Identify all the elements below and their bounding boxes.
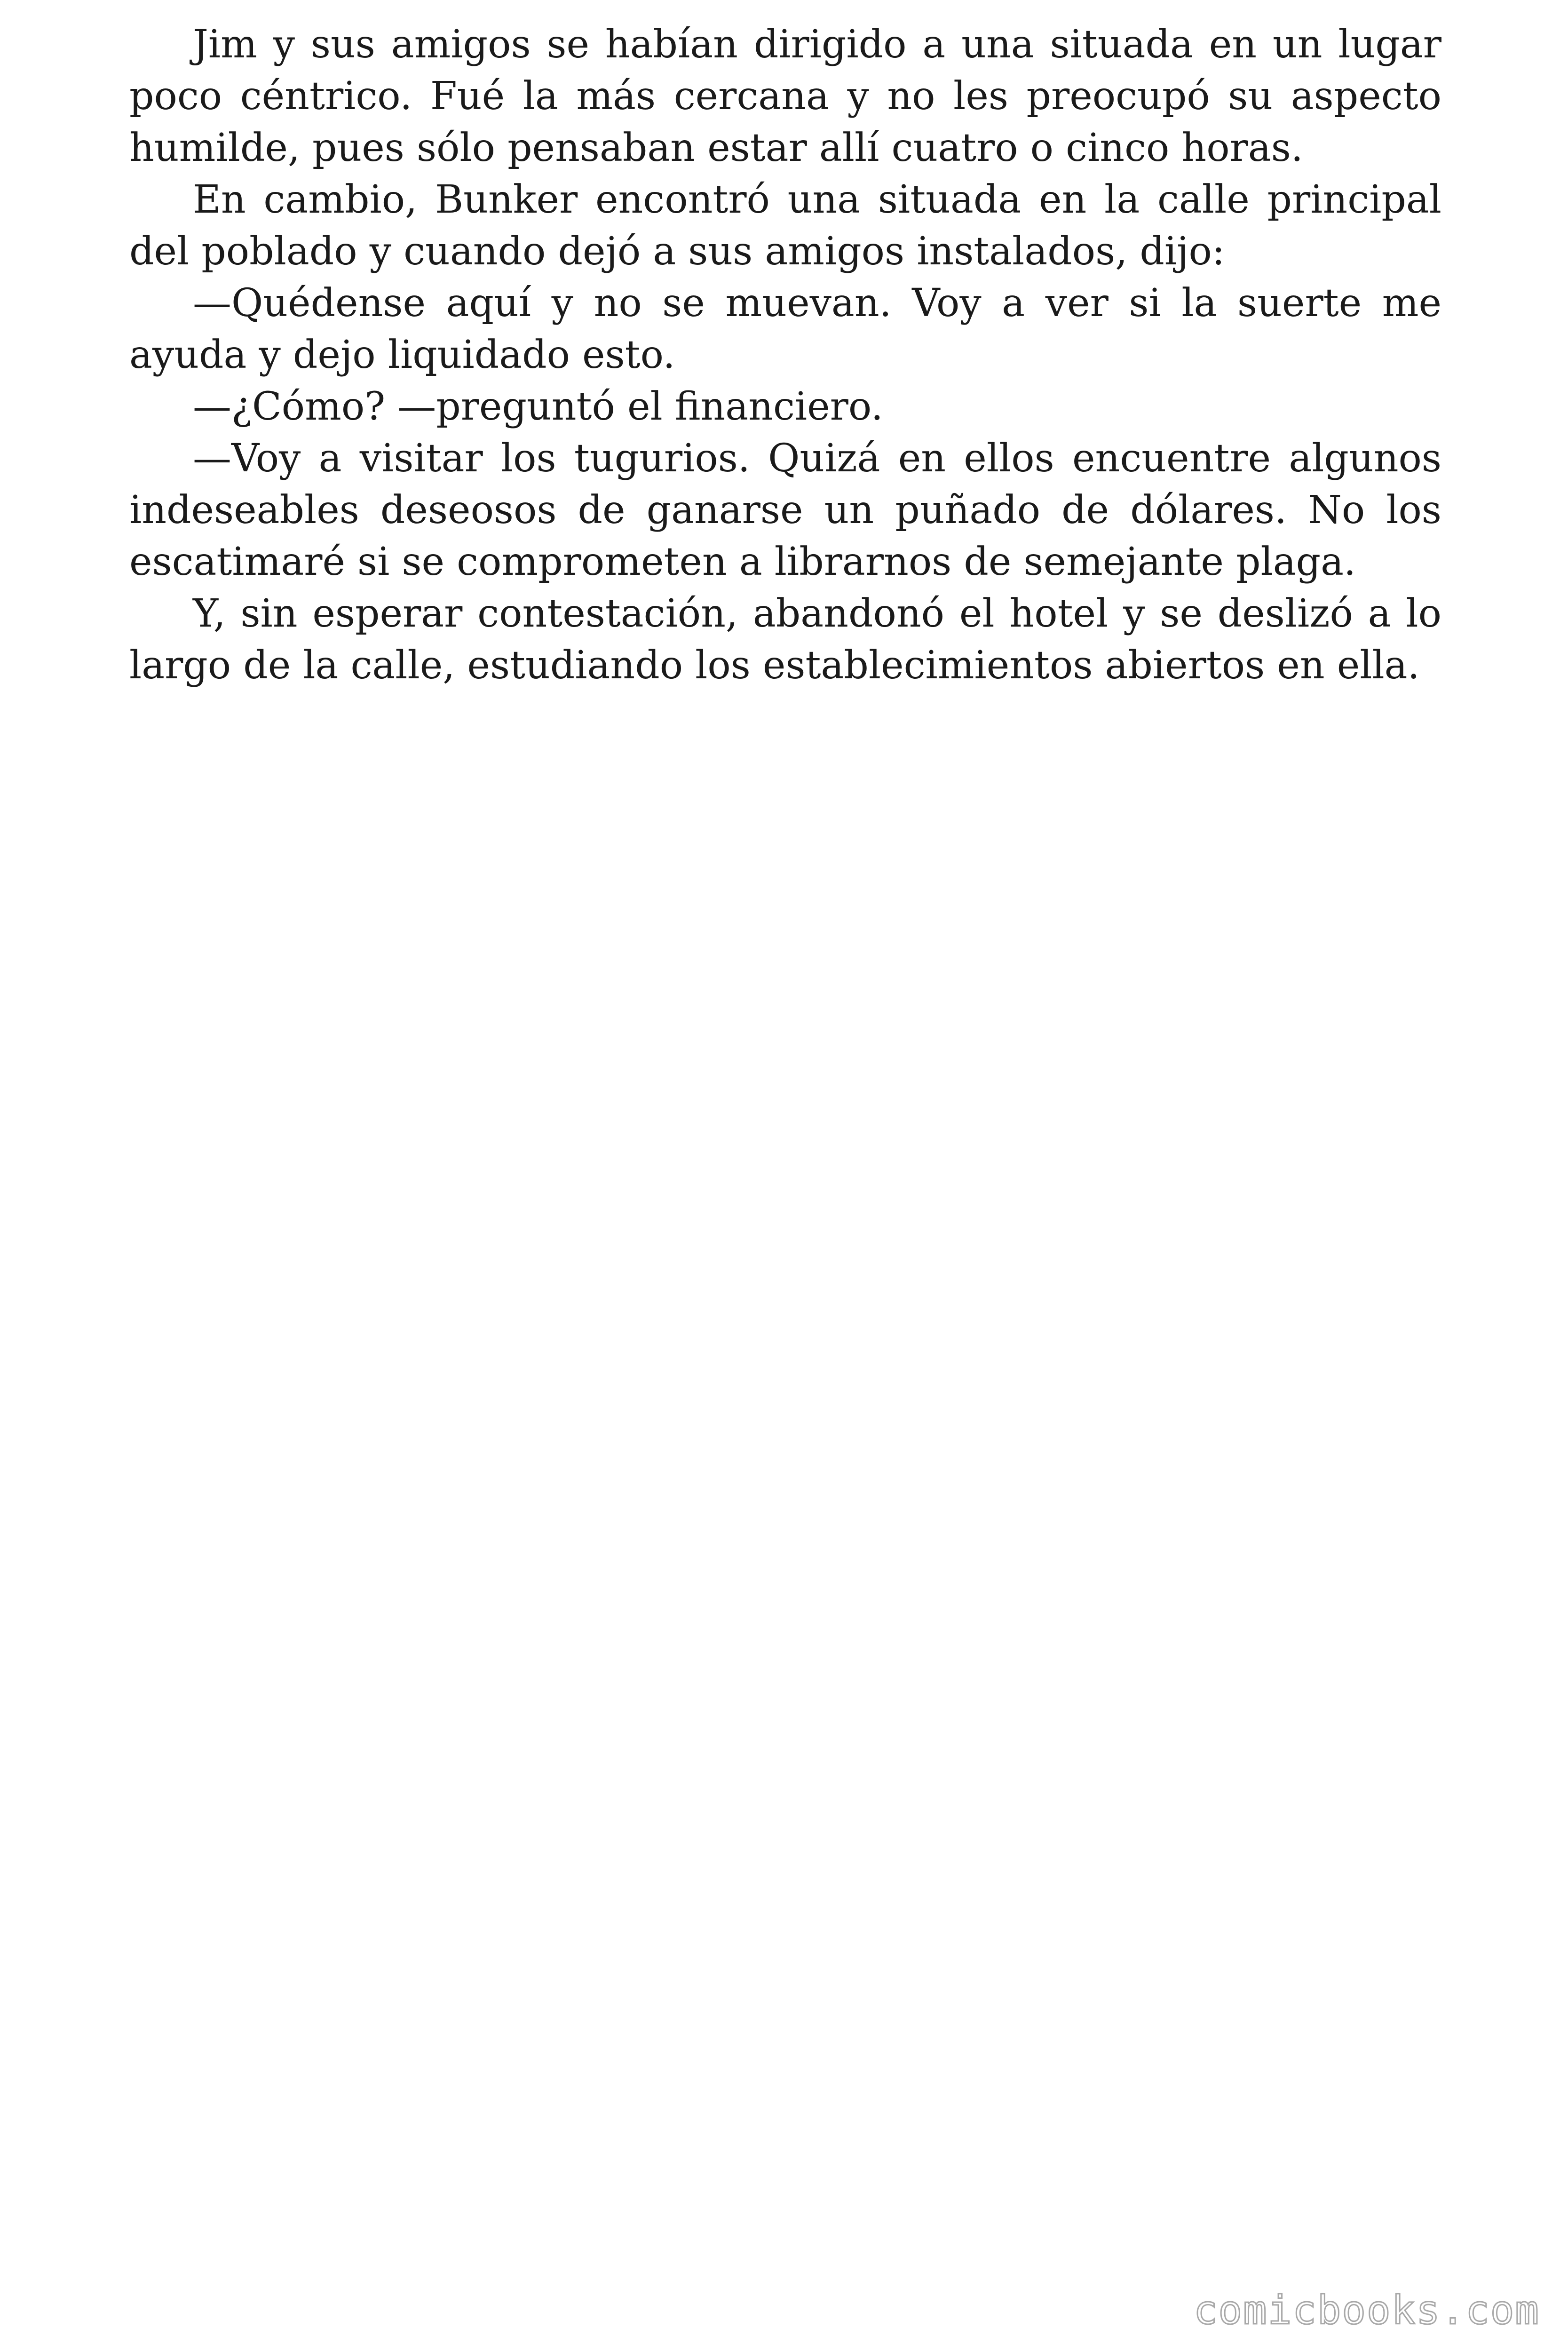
paragraph: —¿Cómo? —preguntó el financiero. (193, 384, 883, 429)
page-body (129, 19, 1441, 691)
paragraph: —Quédense aquí y no se muevan. Voy a ver si la suerte me ayuda y dejo liquidado esto. (129, 281, 1441, 377)
paragraph: En cambio, Bunker encontró una situada en la calle principal del poblado y cuando dejó a sus amigos instalados, dijo: (129, 177, 1441, 274)
paragraph: Y, sin esperar contestación, abandonó el hotel y se deslizó a lo largo de la calle, estudiando los establecimientos abiertos en ella. (129, 591, 1441, 688)
paragraph: Jim y sus amigos se habían dirigido a una situada en un lugar poco céntrico. Fué la más cercana y no les preocupó su aspecto humilde, pues sólo pensaban estar allí cuatro o cinco horas. (129, 22, 1441, 170)
watermark: comicbooks.com (1193, 2287, 1540, 2333)
paragraph: —Voy a visitar los tugurios. Quizá en ellos encuentre algunos indeseables deseosos de ganarse un puñado de dólares. No los escatimaré si se comprometen a librarnos de semejante plaga. (129, 436, 1441, 584)
